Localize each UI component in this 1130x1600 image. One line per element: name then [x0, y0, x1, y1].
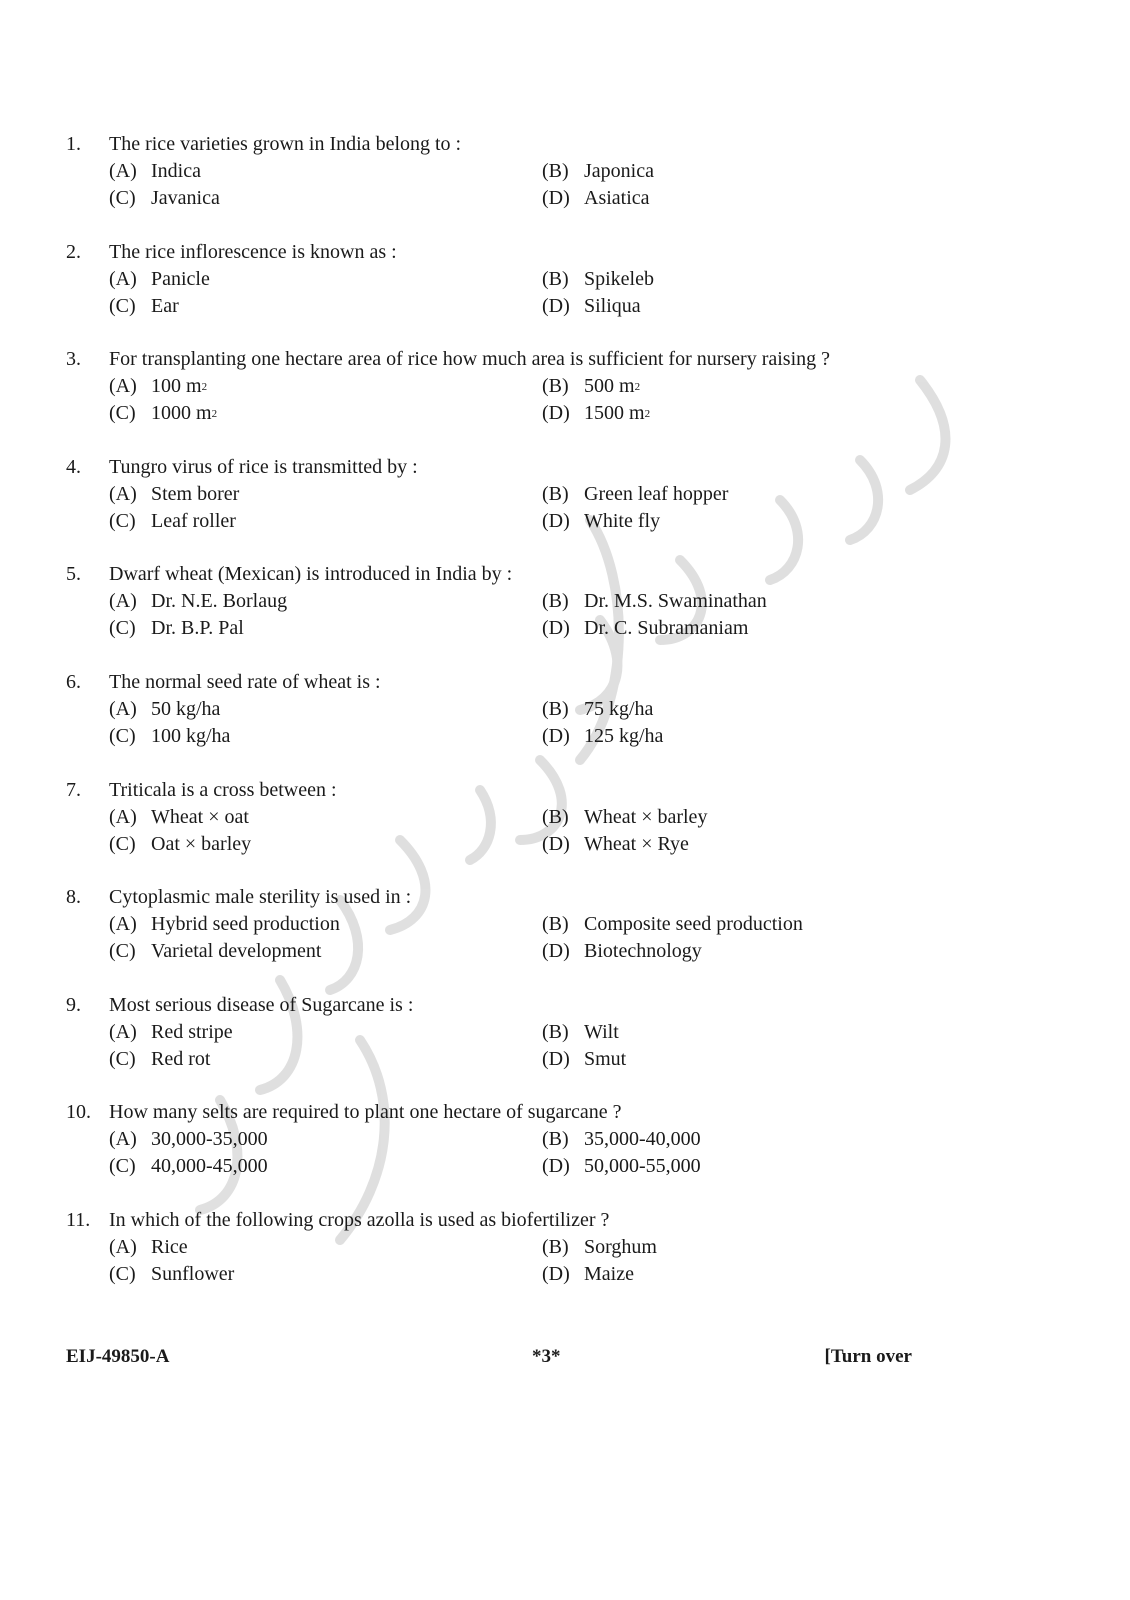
answer-option: [109, 617, 542, 640]
option-text: 100 m: [151, 375, 202, 398]
answer-option: [542, 725, 663, 748]
option-letter: (A): [109, 1128, 137, 1151]
option-row: [66, 831, 1066, 858]
option-text: Varietal development: [151, 940, 322, 963]
question-text: The normal seed rate of wheat is :: [109, 670, 381, 693]
question-list: [66, 131, 1066, 1315]
option-text: 500 m: [584, 375, 635, 398]
option-text: Green leaf hopper: [584, 482, 729, 505]
option-text: White fly: [584, 509, 661, 532]
option-text: Composite seed production: [584, 913, 803, 936]
option-row: [66, 481, 1066, 508]
option-letter: (C): [109, 1262, 136, 1285]
answer-option: [542, 268, 654, 291]
question-item: [66, 992, 1066, 1100]
option-row: [66, 185, 1066, 212]
option-letter: (D): [542, 832, 570, 855]
option-row: [66, 1126, 1066, 1153]
question-header: [66, 1099, 1066, 1126]
option-text: Dr. N.E. Borlaug: [151, 590, 288, 613]
question-item: [66, 1099, 1066, 1207]
option-text: 125 kg/ha: [584, 724, 664, 747]
option-text: 1500 m: [584, 402, 645, 425]
question-number: 11.: [66, 1208, 91, 1231]
answer-option: [542, 295, 641, 318]
option-letter: (D): [542, 294, 570, 317]
answer-option: [109, 833, 542, 856]
answer-option: [109, 806, 542, 829]
option-letter: (A): [109, 482, 137, 505]
option-text: Asiatica: [584, 187, 650, 209]
option-text: Spikeleb: [584, 267, 654, 290]
question-number: 9.: [66, 993, 81, 1016]
question-header: [66, 777, 1066, 804]
option-row: [66, 1153, 1066, 1180]
option-row: [66, 911, 1066, 938]
answer-option: [542, 1021, 619, 1044]
option-text: Rice: [151, 1235, 188, 1258]
option-row: [66, 723, 1066, 750]
answer-option: [542, 940, 702, 963]
option-letter: (C): [109, 940, 136, 963]
option-row: [66, 508, 1066, 535]
question-header: [66, 1207, 1066, 1234]
question-number: 3.: [66, 348, 81, 371]
question-text: Dwarf wheat (Mexican) is introduced in India by :: [109, 563, 513, 586]
option-letter: (D): [542, 724, 570, 747]
option-text: Maize: [584, 1262, 634, 1285]
option-text: Wheat × Rye: [584, 832, 689, 855]
option-letter: (B): [542, 697, 569, 720]
option-letter: (C): [109, 1155, 136, 1178]
question-text: Cytoplasmic male sterility is used in :: [109, 886, 412, 909]
question-number: 1.: [66, 133, 81, 155]
option-letter: (C): [109, 402, 136, 425]
question-item: [66, 884, 1066, 992]
question-header: [66, 239, 1066, 266]
option-letter: (C): [109, 509, 136, 532]
question-header: [66, 884, 1066, 911]
answer-option: [542, 483, 728, 506]
answer-option: [542, 187, 650, 210]
option-text: Leaf roller: [151, 509, 236, 532]
answer-option: (C) 1000 m 2: [109, 402, 218, 425]
option-text: Panicle: [151, 267, 210, 290]
option-letter: (A): [109, 1020, 137, 1043]
question-header: [66, 131, 1066, 158]
question-number: 5.: [66, 563, 81, 586]
answer-option: [542, 833, 689, 856]
option-letter: (D): [542, 1047, 570, 1070]
answer-option: [109, 295, 542, 318]
option-text: Wheat × barley: [584, 805, 708, 828]
option-letter: (D): [542, 1155, 570, 1178]
option-letter: (C): [109, 617, 136, 640]
question-text: Triticala is a cross between :: [109, 778, 337, 801]
option-text: Indica: [151, 160, 201, 182]
question-text: Tungro virus of rice is transmitted by :: [109, 455, 418, 478]
answer-option: [542, 160, 654, 183]
option-text: 100 kg/ha: [151, 724, 231, 747]
option-letter: (B): [542, 482, 569, 505]
answer-option: [109, 1236, 542, 1259]
answer-option: [542, 1128, 701, 1151]
answer-option: [109, 1021, 542, 1044]
answer-option: [109, 698, 542, 721]
option-letter: (A): [109, 267, 137, 290]
option-letter: (D): [542, 617, 570, 640]
option-letter: (A): [109, 160, 137, 182]
page-number: *3*: [532, 1346, 561, 1367]
question-text: The rice varieties grown in India belong to :: [109, 133, 462, 155]
option-text: Dr. M.S. Swaminathan: [584, 590, 767, 613]
answer-option: [109, 1128, 542, 1151]
option-letter: (D): [542, 940, 570, 963]
answer-option: [109, 510, 542, 533]
option-text: Ear: [151, 294, 179, 317]
question-number: 10.: [66, 1101, 91, 1124]
option-row: [66, 615, 1066, 642]
option-letter: (B): [542, 590, 569, 613]
option-letter: (A): [109, 375, 137, 398]
option-text: Biotechnology: [584, 940, 702, 963]
answer-option: (B) 500 m 2: [542, 375, 641, 398]
question-header: [66, 669, 1066, 696]
question-item: [66, 131, 1066, 239]
question-number: 4.: [66, 455, 81, 478]
answer-option: [542, 913, 803, 936]
question-header: [66, 992, 1066, 1019]
option-text: Oat × barley: [151, 832, 252, 855]
option-text: Sorghum: [584, 1235, 657, 1258]
option-letter: (B): [542, 1128, 569, 1151]
option-text: Stem borer: [151, 482, 240, 505]
answer-option: [109, 160, 542, 183]
option-text: 50 kg/ha: [151, 697, 221, 720]
question-text: Most serious disease of Sugarcane is :: [109, 993, 414, 1016]
option-letter: (B): [542, 1020, 569, 1043]
option-row: [66, 1234, 1066, 1261]
option-letter: (C): [109, 724, 136, 747]
question-number: 8.: [66, 886, 81, 909]
option-text: Sunflower: [151, 1262, 235, 1285]
answer-option: [542, 510, 660, 533]
answer-option: [542, 1155, 701, 1178]
option-letter: (D): [542, 1262, 570, 1285]
option-row: [66, 373, 1066, 400]
option-letter: (C): [109, 832, 136, 855]
option-letter: (D): [542, 402, 570, 425]
option-letter: (A): [109, 590, 137, 613]
option-text: 75 kg/ha: [584, 697, 654, 720]
option-text: Smut: [584, 1047, 627, 1070]
question-header: [66, 561, 1066, 588]
option-letter: (B): [542, 375, 569, 398]
question-item: [66, 1207, 1066, 1315]
option-row: [66, 1046, 1066, 1073]
option-text: Siliqua: [584, 294, 641, 317]
question-number: 6.: [66, 670, 81, 693]
option-row: [66, 266, 1066, 293]
turn-over-note: [Turn over: [824, 1346, 912, 1367]
option-row: [66, 938, 1066, 965]
option-text: Wheat × oat: [151, 805, 249, 828]
answer-option: [109, 1048, 542, 1071]
question-item: [66, 669, 1066, 777]
option-text: Red stripe: [151, 1020, 233, 1043]
option-row: [66, 293, 1066, 320]
option-text: 40,000-45,000: [151, 1155, 268, 1178]
option-letter: (C): [109, 294, 136, 317]
option-row: [66, 400, 1066, 427]
question-item: [66, 777, 1066, 885]
option-letter: (B): [542, 1235, 569, 1258]
option-text: Dr. C. Subramaniam: [584, 617, 749, 640]
question-item: [66, 454, 1066, 562]
answer-option: [542, 617, 748, 640]
question-header: [66, 454, 1066, 481]
option-row: [66, 588, 1066, 615]
answer-option: [542, 1236, 657, 1259]
question-item: [66, 239, 1066, 347]
option-text: 1000 m: [151, 402, 212, 425]
question-header: [66, 346, 1066, 373]
page-footer: [66, 1346, 912, 1374]
option-letter: (D): [542, 509, 570, 532]
option-letter: (A): [109, 697, 137, 720]
question-item: [66, 346, 1066, 454]
answer-option: [542, 698, 653, 721]
option-text: 30,000-35,000: [151, 1128, 268, 1151]
question-text: The rice inflorescence is known as :: [109, 240, 397, 263]
answer-option: [542, 1263, 634, 1286]
option-text: Dr. B.P. Pal: [151, 617, 244, 640]
option-text: Wilt: [584, 1020, 619, 1043]
answer-option: (A) 100 m 2: [109, 375, 208, 398]
answer-option: [109, 940, 542, 963]
option-letter: (A): [109, 913, 137, 936]
option-letter: (B): [542, 913, 569, 936]
answer-option: [109, 483, 542, 506]
answer-option: (D) 1500 m 2: [542, 402, 651, 425]
answer-option: [542, 590, 767, 613]
exam-code: EIJ-49850-A: [66, 1346, 170, 1367]
question-text: For transplanting one hectare area of rice how much area is sufficient for nursery raising ?: [109, 348, 831, 371]
option-letter: (C): [109, 187, 136, 209]
question-number: 7.: [66, 778, 81, 801]
option-text: 35,000-40,000: [584, 1128, 701, 1151]
answer-option: [109, 590, 542, 613]
option-text: 50,000-55,000: [584, 1155, 701, 1178]
question-item: [66, 561, 1066, 669]
option-text: Hybrid seed production: [151, 913, 340, 936]
option-letter: (B): [542, 267, 569, 290]
option-row: [66, 696, 1066, 723]
option-row: [66, 804, 1066, 831]
option-letter: (B): [542, 160, 569, 182]
option-row: [66, 1261, 1066, 1288]
answer-option: [109, 1263, 542, 1286]
option-letter: (D): [542, 187, 570, 209]
option-letter: (B): [542, 805, 569, 828]
question-text: How many selts are required to plant one hectare of sugarcane ?: [109, 1101, 622, 1124]
answer-option: [109, 725, 542, 748]
option-row: [66, 158, 1066, 185]
option-text: Japonica: [584, 160, 654, 182]
question-number: 2.: [66, 240, 81, 263]
answer-option: [109, 187, 542, 210]
option-letter: (C): [109, 1047, 136, 1070]
option-row: [66, 1019, 1066, 1046]
option-letter: (A): [109, 1235, 137, 1258]
option-letter: (A): [109, 805, 137, 828]
option-text: Javanica: [151, 187, 220, 209]
option-text: Red rot: [151, 1047, 211, 1070]
answer-option: [109, 913, 542, 936]
answer-option: [542, 806, 707, 829]
answer-option: [109, 1155, 542, 1178]
question-text: In which of the following crops azolla is used as biofertilizer ?: [109, 1208, 610, 1231]
answer-option: [542, 1048, 626, 1071]
answer-option: [109, 268, 542, 291]
